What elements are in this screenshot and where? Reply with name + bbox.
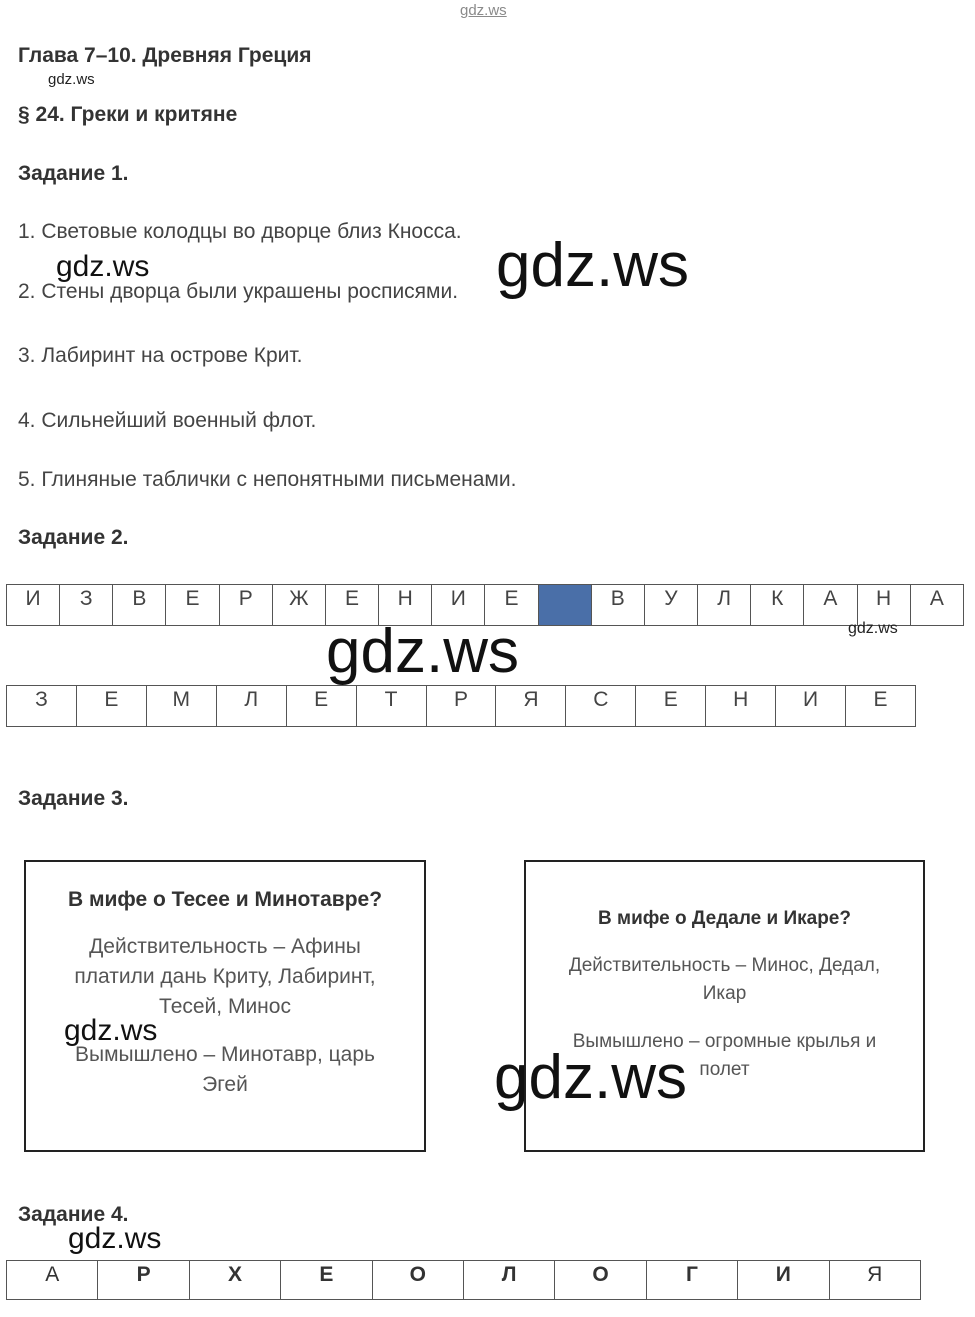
letter-cell: Н [379, 585, 432, 626]
task1-title: Задание 1. [18, 162, 129, 185]
chapter-title: Глава 7–10. Древняя Греция [18, 44, 312, 67]
letter-cell: Р [219, 585, 272, 626]
task1-item: 3. Лабиринт на острове Крит. [18, 344, 303, 367]
letter-cell: Я [496, 686, 566, 727]
task1-item: 4. Сильнейший военный флот. [18, 409, 317, 432]
letter-cell: К [751, 585, 804, 626]
letter-cell: И [432, 585, 485, 626]
letter-cell: Е [325, 585, 378, 626]
letter-cell: З [60, 585, 113, 626]
letter-cell: Т [356, 686, 426, 727]
answer-row [6, 1260, 921, 1300]
letter-cell: З [7, 686, 77, 727]
letter-cell: Е [166, 585, 219, 626]
watermark-small: gdz.ws [848, 620, 898, 637]
letter-cell: Е [281, 1261, 372, 1300]
letter-cell: Е [485, 585, 538, 626]
letter-cell: Е [846, 686, 916, 727]
watermark-large: gdz.ws [326, 617, 519, 686]
task3-title: Задание 3. [18, 787, 129, 810]
letter-cell: Е [636, 686, 706, 727]
watermark-medium: gdz.ws [64, 1014, 158, 1047]
letter-cell: И [776, 686, 846, 727]
letter-cell: У [644, 585, 697, 626]
letter-cell: Г [646, 1261, 737, 1300]
crossword-row-2 [6, 685, 916, 727]
letter-cell: В [113, 585, 166, 626]
task1-item: 1. Световые колодцы во дворце близ Кносса. [18, 220, 462, 243]
letter-cell: Х [189, 1261, 280, 1300]
letter-cell: А [910, 585, 963, 626]
letter-cell: Е [286, 686, 356, 727]
letter-cell: Л [698, 585, 751, 626]
letter-cell: М [146, 686, 216, 727]
letter-cell: И [7, 585, 60, 626]
watermark-medium: gdz.ws [56, 250, 150, 283]
watermark-large: gdz.ws [496, 231, 689, 300]
letter-cell: Р [98, 1261, 189, 1300]
letter-cell: Н [857, 585, 910, 626]
section-title: § 24. Греки и критяне [18, 103, 238, 126]
myth-fiction: Вымышлено – огромные крылья и полет [572, 1031, 877, 1080]
letter-cell: О [372, 1261, 463, 1300]
letter-cell: В [591, 585, 644, 626]
letter-cell: Л [216, 686, 286, 727]
letter-cell: Е [76, 686, 146, 727]
watermark-small: gdz.ws [48, 71, 95, 88]
myth-reality: Действительность – Минос, Дедал, Икар [568, 955, 881, 1004]
myth-question: В мифе о Дедале и Икаре? [598, 908, 851, 929]
task2-title: Задание 2. [18, 526, 129, 549]
letter-cell: Р [426, 686, 496, 727]
letter-cell: И [738, 1261, 829, 1300]
task1-item: 5. Глиняные таблички с непонятными письменами. [18, 468, 517, 491]
task1-item: 2. Стены дворца были украшены росписями. [18, 280, 459, 303]
watermark-top: gdz.ws [460, 2, 507, 19]
letter-cell: Ж [272, 585, 325, 626]
watermark-large: gdz.ws [494, 1043, 687, 1112]
letter-cell: С [566, 686, 636, 727]
task4-title: Задание 4. [18, 1203, 129, 1226]
letter-cell: А [7, 1261, 98, 1300]
letter-cell: О [555, 1261, 646, 1300]
myth-box-theseus [24, 860, 426, 1152]
myth-fiction: Вымышлено – Минотавр, царь Эгей [75, 1043, 375, 1096]
myth-question: В мифе о Тесее и Минотавре? [67, 888, 383, 911]
filled-cell [538, 585, 591, 626]
letter-cell: А [804, 585, 857, 626]
letter-cell: Л [463, 1261, 554, 1300]
myth-reality: Действительность – Афины платили дань Криту, Лабиринт, Тесей, Минос [74, 935, 376, 1018]
letter-cell: Н [706, 686, 776, 727]
letter-cell: Я [829, 1261, 920, 1300]
watermark-medium: gdz.ws [68, 1222, 162, 1255]
